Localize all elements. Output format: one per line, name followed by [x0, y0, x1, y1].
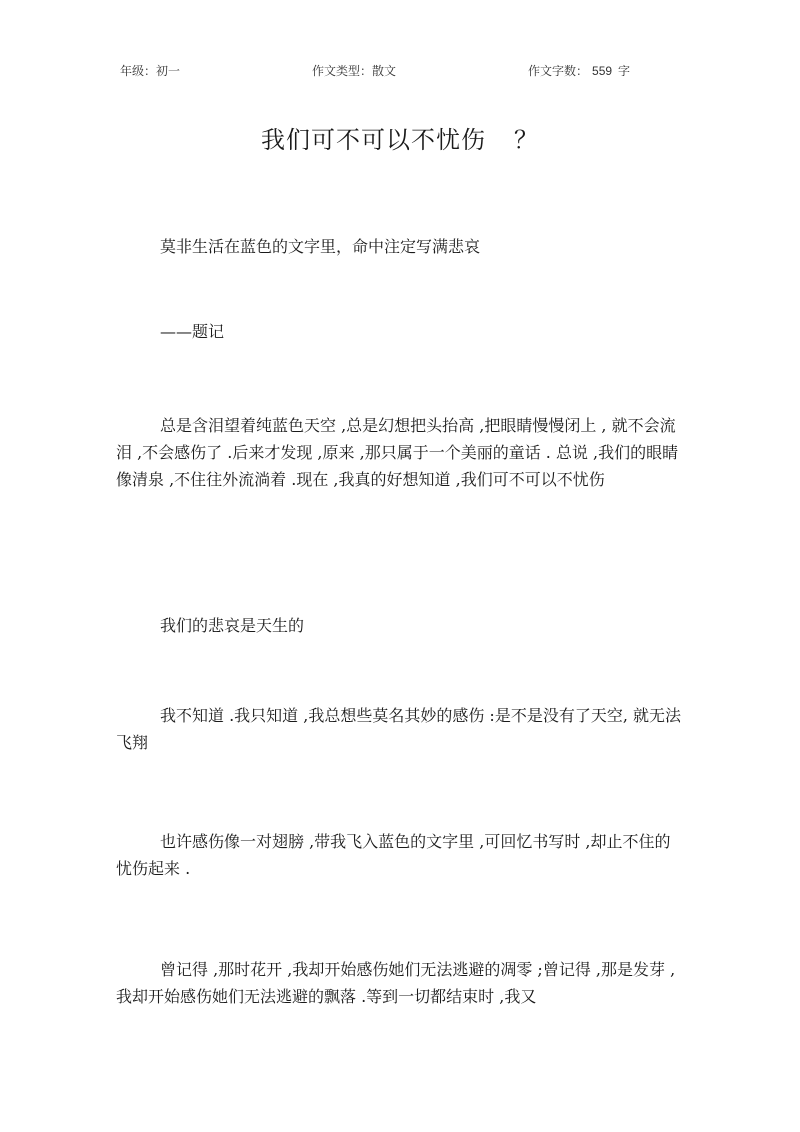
word-count-unit: 字	[618, 64, 631, 78]
essay-type-label: 作文类型：	[312, 64, 373, 78]
paragraph-5: 曾记得 ,那时花开 ,我却开始感伤她们无法逃避的凋零 ;曾记得 ,那是发芽 ,我却开始感伤她们无法逃避的飘落 .等到一切都结束时 ,我又	[116, 960, 676, 1006]
grade-meta	[120, 62, 180, 79]
essay-type-meta	[312, 62, 396, 79]
title-text: 我们可不可以不忧伤	[261, 126, 486, 154]
word-count-label: 作文字数：	[528, 64, 589, 78]
word-count-meta	[528, 62, 630, 79]
title-question-mark: ？	[514, 126, 539, 154]
paragraph-4: 也许感伤像一对翅膀 ,带我飞入蓝色的文字里 ,可回忆书写时 ,却止不住的忧伤起来 .	[116, 832, 671, 878]
word-count-value: 559	[592, 64, 613, 78]
epigraph: 莫非生活在蓝色的文字里，命中注定写满悲哀	[160, 237, 481, 256]
grade-label: 年级：	[120, 64, 157, 78]
paragraph-2: 我们的悲哀是天生的	[160, 616, 305, 635]
grade-value: 初一	[156, 64, 181, 78]
page-title	[0, 120, 800, 155]
paragraph-3: 我不知道 .我只知道 ,我总想些莫名其妙的感伤 :是不是没有了天空, 就无法飞翔	[116, 706, 681, 752]
essay-type-value: 散文	[372, 64, 397, 78]
paragraph-1: 总是含泪望着纯蓝色天空 ,总是幻想把头抬高 ,把眼睛慢慢闭上 , 就不会流泪 ,不会感伤了 .后来才发现 ,原来 ,那只属于一个美丽的童话 . 总说 ,我们的眼睛像清泉 ,不住往外流淌着 .现在 ,我真的好想知道 ,我们可不可以不忧伤	[116, 416, 679, 489]
epigraph-attribution: ——题记	[160, 322, 225, 341]
